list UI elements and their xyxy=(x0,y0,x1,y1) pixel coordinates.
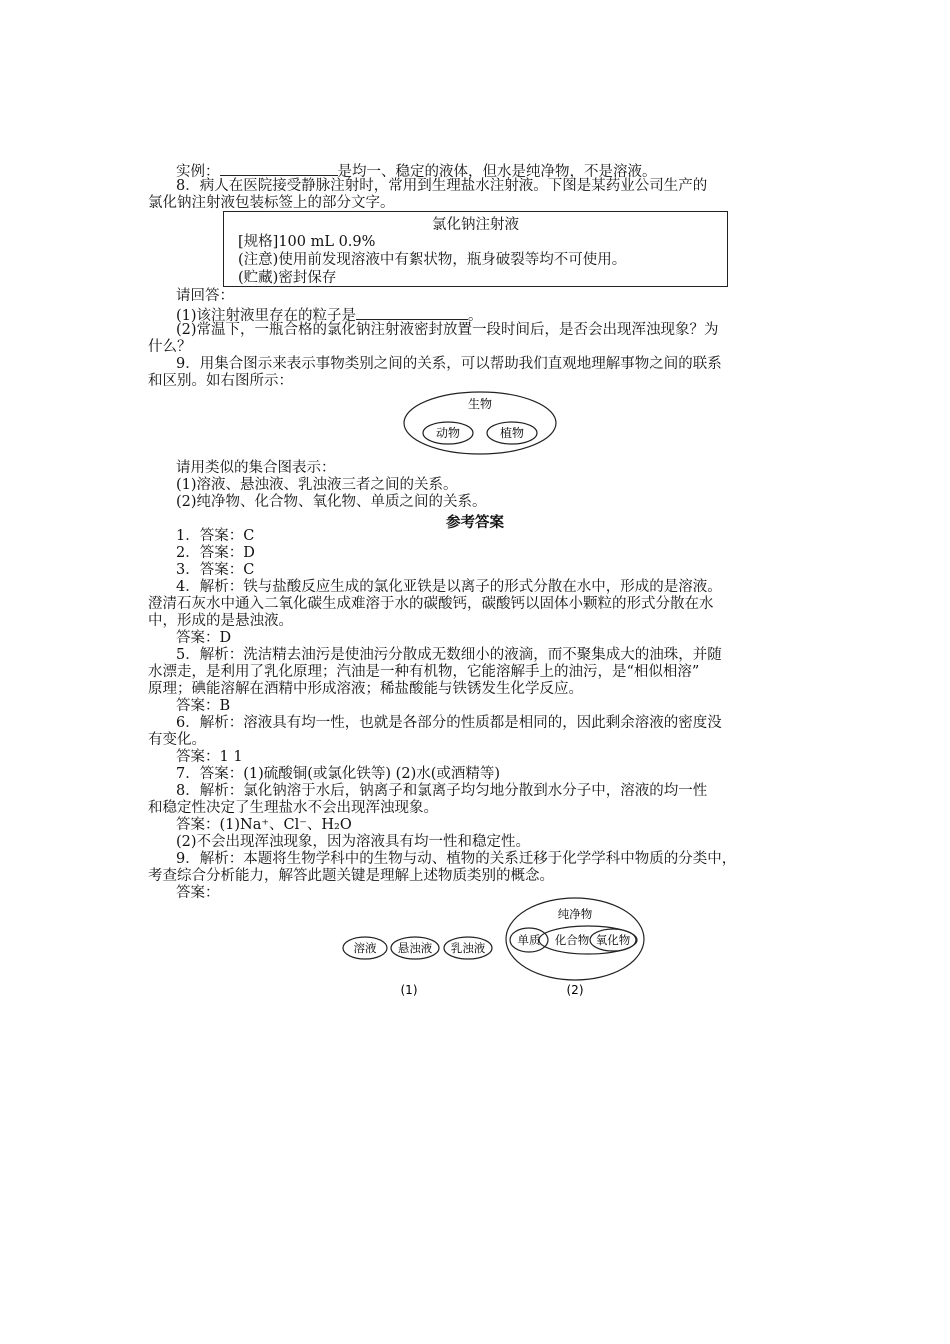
label-spec: [规格]100 mL 0.9% xyxy=(238,234,376,250)
answer-2: 2．答案：D xyxy=(176,545,255,561)
answer-3: 3．答案：C xyxy=(176,562,255,578)
answer-6-result: 答案：1 1 xyxy=(176,749,243,765)
q9-sub2: (2)纯净物、化合物、氧化物、单质之间的关系。 xyxy=(176,494,487,510)
answer-9-line1: 9．解析：本题将生物学科中的生物与动、植物的关系迁移于化学学科中物质的分类中， xyxy=(176,851,737,867)
fig1-caption: (1) xyxy=(400,983,418,997)
q8-sub1-prefix: (1)该注射液里存在的粒子是 xyxy=(176,308,357,324)
answer-9-result: 答案： xyxy=(176,885,220,901)
answer-4-line2: 澄清石灰水中通入二氧化碳生成难溶于水的碳酸钙，碳酸钙以固体小颗粒的形式分散在水 xyxy=(148,596,714,612)
fig2-label-elements: 单质 xyxy=(517,933,541,947)
answer-6-line1: 6．解析：溶液具有均一性，也就是各部分的性质都是相同的，因此剩余溶液的密度没 xyxy=(176,715,722,731)
answers-heading: 参考答案 xyxy=(446,515,504,531)
q7-example-suffix: 是均一、稳定的液体，但水是纯净物，不是溶液。 xyxy=(337,164,657,180)
injection-label-box xyxy=(223,211,728,287)
q9-stem-line1: 9．用集合图示来表示事物类别之间的关系，可以帮助我们直观地理解事物之间的联系 xyxy=(176,356,722,372)
answer-7: 7．答案：(1)硫酸铜(或氯化铁等) (2)水(或酒精等) xyxy=(176,766,501,782)
q8-sub2-line2: 什么？ xyxy=(148,339,192,355)
label-title: 氯化钠注射液 xyxy=(432,217,519,233)
answer-5-result: 答案：B xyxy=(176,698,231,714)
answer-figure-1 xyxy=(340,930,500,1000)
answer-4-result: 答案：D xyxy=(176,630,232,646)
fig2-outer-label: 纯净物 xyxy=(557,907,593,921)
set-right-label: 植物 xyxy=(499,426,525,440)
answer-9-line2: 考查综合分析能力，解答此题关键是理解上述物质类别的概念。 xyxy=(148,868,554,884)
set-outer-label: 生物 xyxy=(467,397,493,411)
biology-set-diagram xyxy=(400,388,560,458)
answer-1: 1．答案：C xyxy=(176,528,255,544)
answer-8-result2: (2)不会出现浑浊现象，因为溶液具有均一性和稳定性。 xyxy=(176,834,531,850)
q9-sub1: (1)溶液、悬浊液、乳浊液三者之间的关系。 xyxy=(176,477,458,493)
q8-stem-line1: 8．病人在医院接受静脉注射时，常用到生理盐水注射液。下图是某药业公司生产的 xyxy=(176,178,708,194)
q8-sub1-blank xyxy=(356,305,468,320)
answer-4-line3: 中，形成的是悬浊液。 xyxy=(148,613,293,629)
label-storage: (贮藏)密封保存 xyxy=(238,270,337,286)
fig1-label-3: 乳浊液 xyxy=(450,941,486,955)
q8-sub1-suffix: 。 xyxy=(468,308,483,324)
q8-sub2-line1: (2)常温下，一瓶合格的氯化钠注射液密封放置一段时间后，是否会出现浑浊现象？为 xyxy=(176,322,719,338)
answer-5-line2: 水漂走，是利用了乳化原理；汽油是一种有机物，它能溶解手上的油污，是“相似相溶” xyxy=(148,664,700,680)
fig1-label-1: 溶液 xyxy=(353,941,377,955)
answer-4-line1: 4．解析：铁与盐酸反应生成的氯化亚铁是以离子的形式分散在水中，形成的是溶液。 xyxy=(176,579,722,595)
q8-stem-line2: 氯化钠注射液包装标签上的部分文字。 xyxy=(148,195,395,211)
q9-stem-line2: 和区别。如右图所示： xyxy=(148,373,293,389)
answer-5-line3: 原理；碘能溶解在酒精中形成溶液；稀盐酸能与铁锈发生化学反应。 xyxy=(148,681,583,697)
q9-ask: 请用类似的集合图表示： xyxy=(176,460,336,476)
fig2-label-oxides: 氧化物 xyxy=(595,933,631,947)
set-left-label: 动物 xyxy=(435,426,461,440)
fig2-label-compounds: 化合物 xyxy=(554,933,590,947)
label-note: (注意)使用前发现溶液中有絮状物，瓶身破裂等均不可使用。 xyxy=(238,252,627,268)
answer-figure-2 xyxy=(500,895,660,1000)
q7-example-prefix: 实例： xyxy=(176,164,220,180)
fig2-caption: (2) xyxy=(566,983,584,997)
fig1-label-2: 悬浊液 xyxy=(397,941,433,955)
answer-8-line1: 8．解析：氯化钠溶于水后，钠离子和氯离子均匀地分散到水分子中，溶液的均一性 xyxy=(176,783,708,799)
answer-6-line2: 有变化。 xyxy=(148,732,206,748)
answer-8-line2: 和稳定性决定了生理盐水不会出现浑浊现象。 xyxy=(148,800,438,816)
q8-ask: 请回答： xyxy=(176,288,234,304)
answer-8-result: 答案：(1)Na⁺、Cl⁻、H₂O xyxy=(176,817,352,833)
q7-example-blank xyxy=(220,161,338,176)
answer-5-line1: 5．解析：洗洁精去油污是使油污分散成无数细小的液滴，而不聚集成大的油珠，并随 xyxy=(176,647,722,663)
